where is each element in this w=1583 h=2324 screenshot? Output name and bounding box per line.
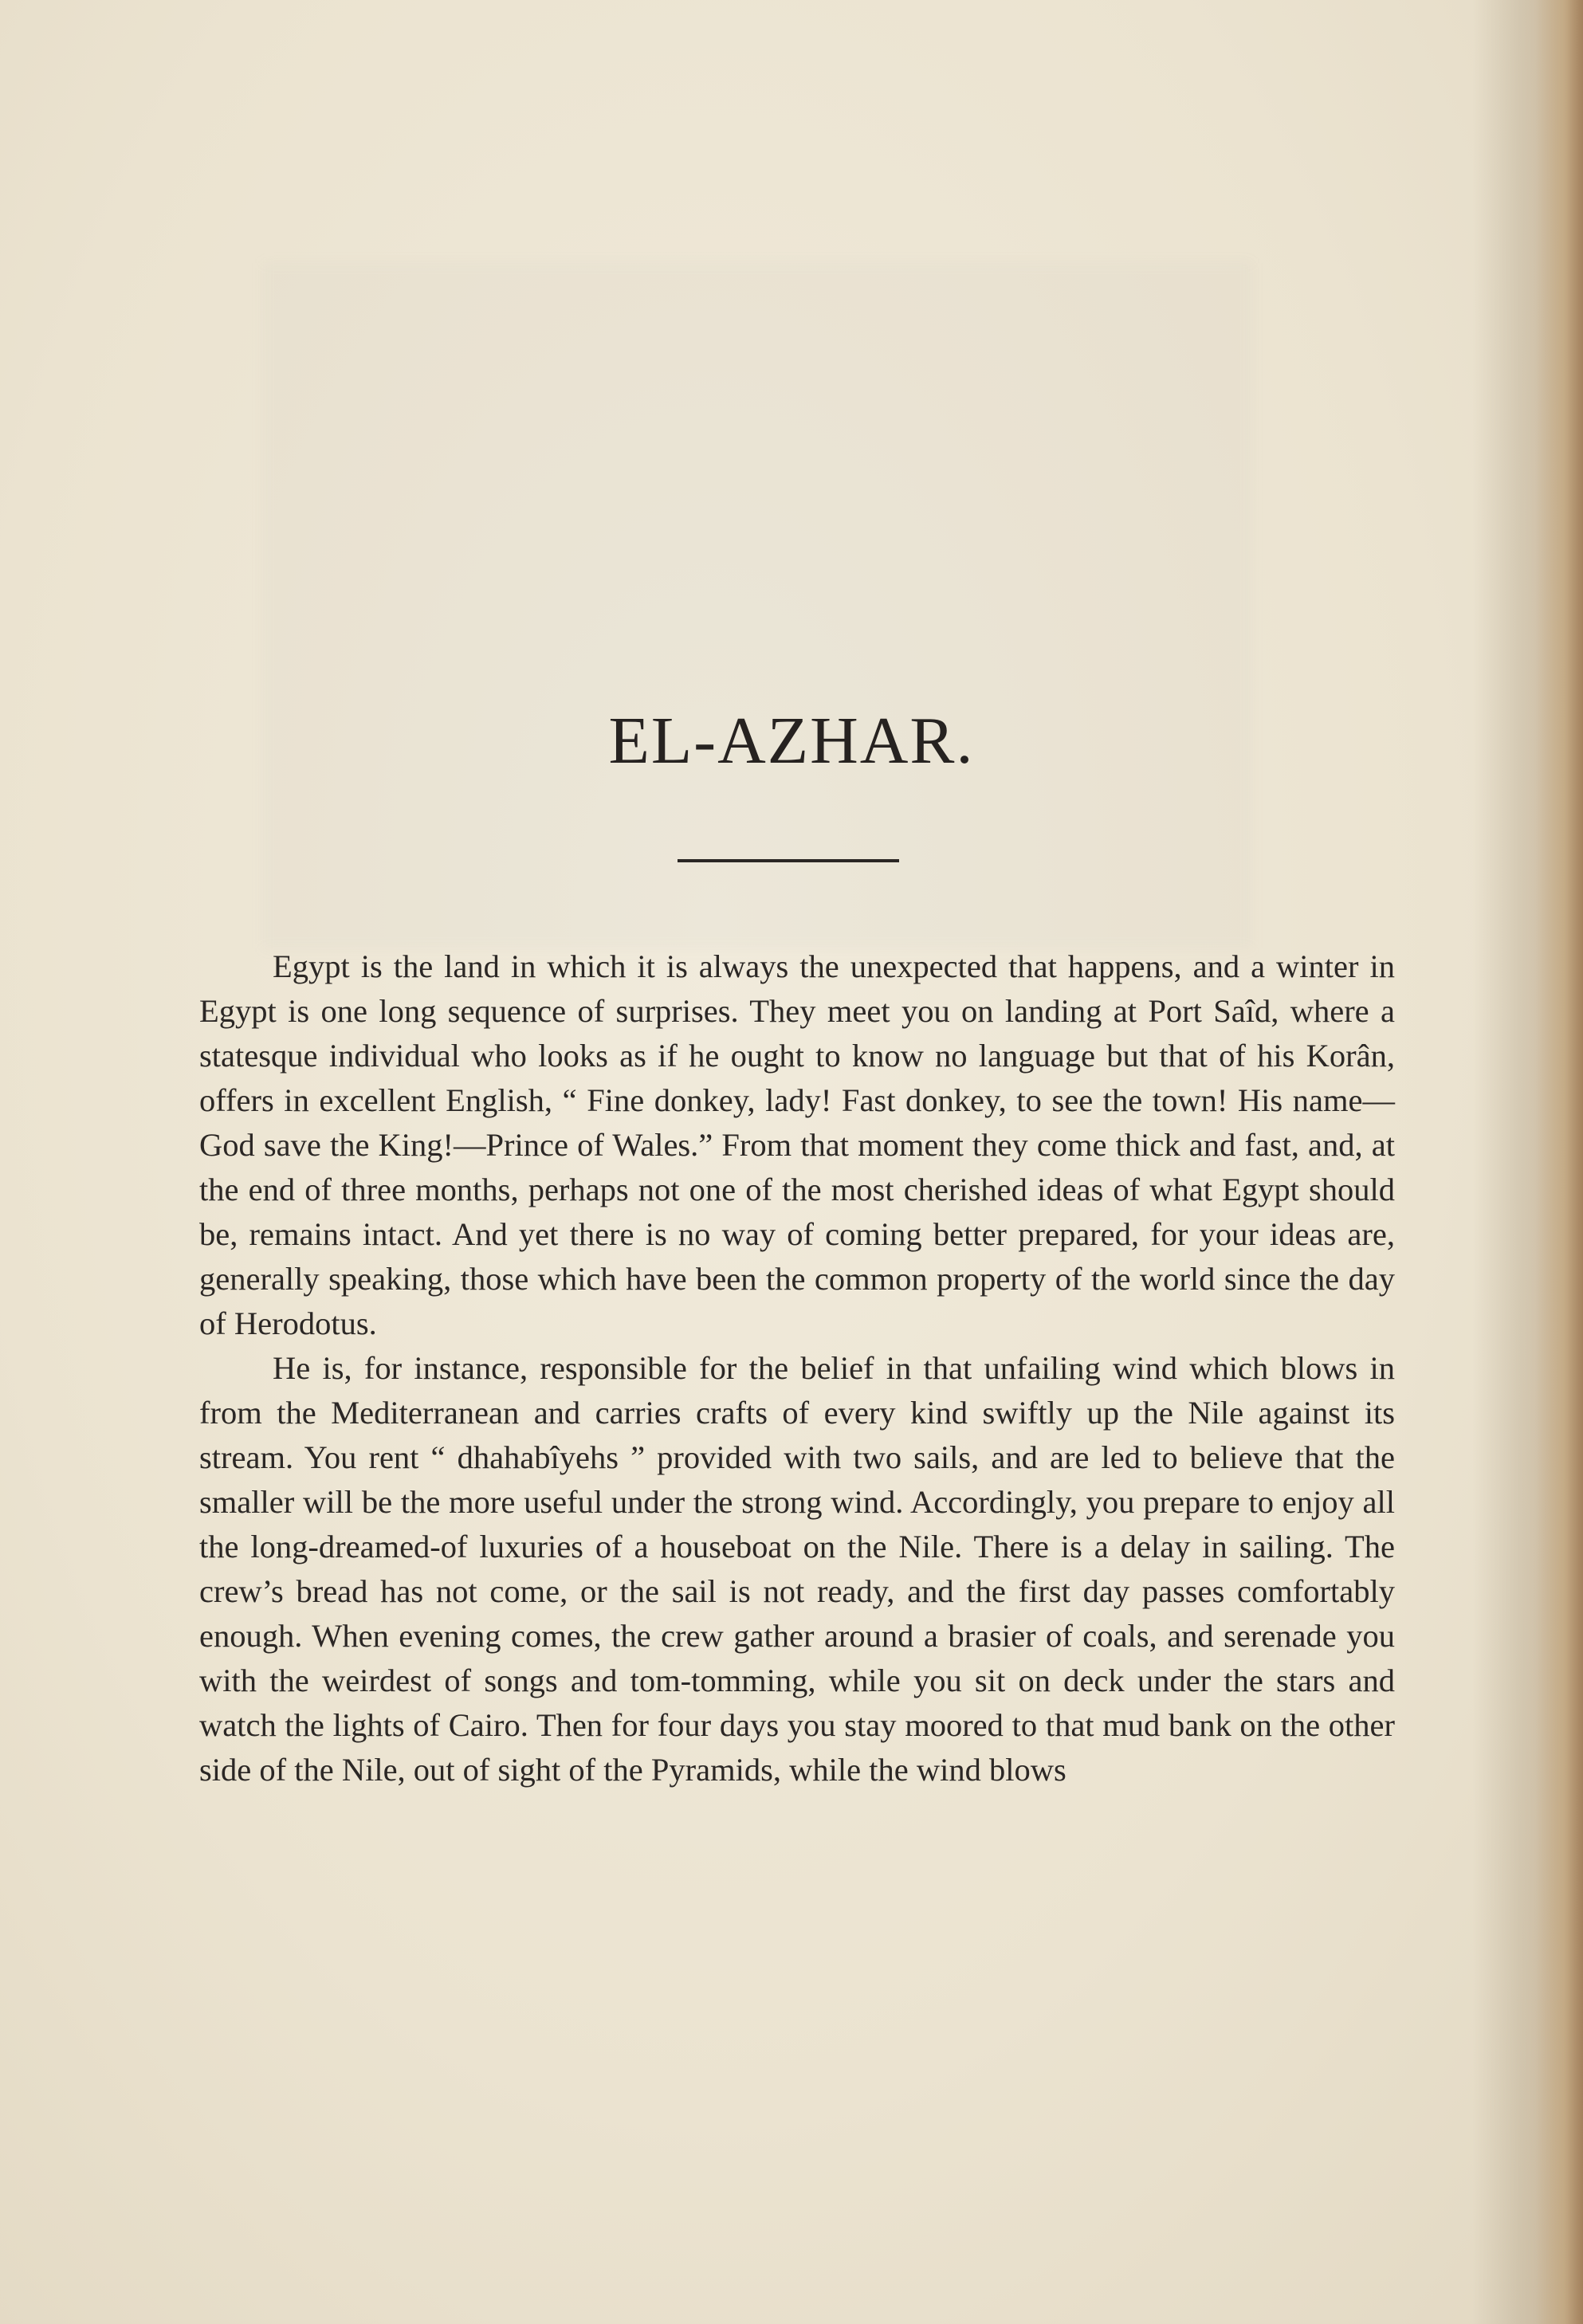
paragraph-2: He is, for instance, responsible for the belief in that unfailing wind which blows in from the Mediterranean and carries crafts of every kind swiftly up the Nile against its stream. You rent “ dhahabîyehs ” provided with two sails, and are led to believe that the smaller will be the more useful under the strong wind. Accordingly, you prepare to enjoy all the long-dreamed-of luxuries of a houseboat on the Nile. There is a delay in sailing. The crew’s bread has not come, or the sail is not ready, and the first day passes comfortably enough. When evening comes, the crew gather around a brasier of coals, and serenade you with the weirdest of songs and tom-tomming, while you sit on deck under the stars and watch the lights of Cairo. Then for four days you stay moored to that mud bank on the other side of the Nile, out of sight of the Pyramids, while the wind blows: [199, 1350, 1395, 1788]
chapter-body: [199, 944, 1395, 1792]
paragraph-1: Egypt is the land in which it is always the unexpected that happens, and a winter in Egypt is one long sequence of surprises. They meet you on landing at Port Saîd, where a statesque individual who looks as if he ought to know no language but that of his Korân, offers in excellent English, “ Fine donkey, lady! Fast donkey, to see the town! His name—God save the King!—Prince of Wales.” From that moment they come thick and fast, and, at the end of three months, perhaps not one of the most cherished ideas of what Egypt should be, remains intact. And yet there is no way of coming better prepared, for your ideas are, generally speaking, those which have been the common property of the world since the day of Herodotus.: [199, 948, 1395, 1341]
title-divider: [678, 859, 899, 862]
chapter-title: EL-AZHAR.: [608, 704, 975, 778]
page-edge-shadow: [1535, 0, 1583, 2324]
show-through-text: [263, 263, 1251, 948]
